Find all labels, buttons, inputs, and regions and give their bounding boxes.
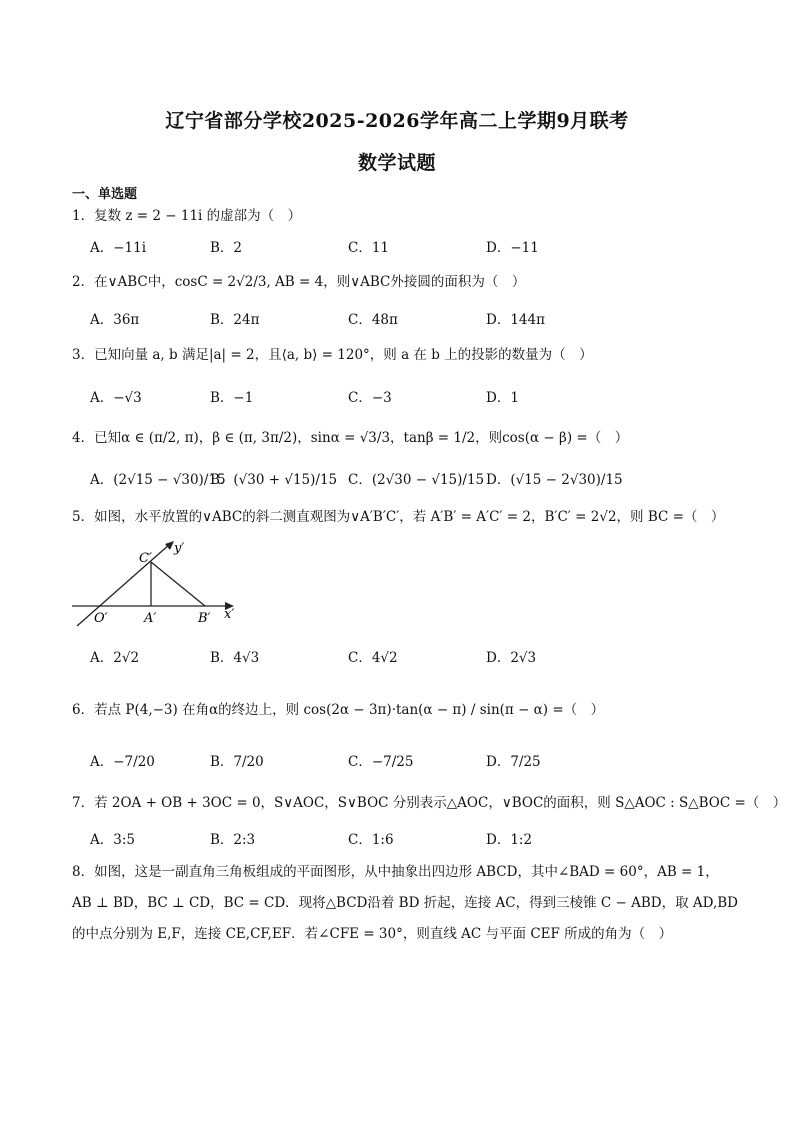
question-8-line-1: 8．如图，这是一副直角三角板组成的平面图形，从中抽象出四边形 ABCD，其中∠BAD = 60°，AB = 1，: [72, 864, 719, 880]
option-c: C．−7/25: [348, 754, 414, 770]
option-a: A．−√3: [90, 390, 142, 406]
label-c: C′: [139, 551, 152, 566]
option-c: C．(2√30 − √15)/15: [348, 472, 485, 488]
option-b: B．−1: [210, 390, 254, 406]
question-7-stem: 7．若 2OA + OB + 3OC = 0，S∨AOC，S∨BOC 分别表示△AOC，∨BOC的面积，则 S△AOC : S△BOC =（ ）: [72, 795, 787, 811]
question-6-stem: 6．若点 P(4,−3) 在角α的终边上，则 cos(2α − 3π)·tan(α − π) / sin(π − α) =（ ）: [72, 702, 605, 718]
question-8-line-3: 的中点分别为 E,F，连接 CE,CF,EF．若∠CFE = 30°，则直线 AC 与平面 CEF 所成的角为（ ）: [72, 926, 673, 942]
y-axis-arrow: [165, 541, 174, 550]
option-d: D．7/25: [486, 754, 541, 770]
option-d: D．−11: [486, 240, 539, 256]
option-b: B．2:3: [210, 832, 256, 848]
section-heading: 一、单选题: [72, 187, 138, 202]
option-d: D．1: [486, 390, 519, 406]
option-d: D．2√3: [486, 650, 537, 666]
option-c: C．−3: [348, 390, 392, 406]
option-a: A．−7/20: [90, 754, 155, 770]
option-a: A．2√2: [90, 650, 140, 666]
option-b: B．4√3: [210, 650, 260, 666]
oblique-projection-figure: [70, 538, 250, 630]
option-b: B．(√30 + √15)/15: [210, 472, 338, 488]
option-d: D．1:2: [486, 832, 533, 848]
option-c: C．48π: [348, 312, 398, 328]
option-b: B．7/20: [210, 754, 264, 770]
label-o: O′: [94, 611, 108, 626]
exam-title: 辽宁省部分学校2025-2026学年高二上学期9月联考: [165, 110, 629, 132]
option-a: A．(2√15 − √30)/15: [90, 472, 226, 488]
option-a: A．3:5: [90, 832, 135, 848]
option-a: A．36π: [90, 312, 140, 328]
question-8-line-2: AB ⊥ BD，BC ⊥ CD，BC = CD．现将△BCD沿着 BD 折起，连接 AC，得到三棱锥 C − ABD，取 AD,BD: [72, 895, 739, 911]
option-d: D．144π: [486, 312, 545, 328]
segment-c-b: [151, 562, 205, 606]
label-a: A′: [144, 611, 157, 626]
option-d: D．(√15 − 2√30)/15: [486, 472, 623, 488]
option-b: B．24π: [210, 312, 260, 328]
question-1-stem: 1．复数 z = 2 − 11i 的虚部为（ ）: [72, 208, 302, 224]
label-y: y′: [174, 541, 185, 556]
option-b: B．2: [210, 240, 243, 256]
question-3-stem: 3．已知向量 a, b 满足|a| = 2，且⟨a, b⟩ = 120°，则 a 在 b 上的投影的数量为（ ）: [72, 347, 593, 363]
question-4-stem: 4．已知α ∈ (π/2, π)，β ∈ (π, 3π/2)，sinα = √3/3，tanβ = 1/2，则cos(α − β) =（ ）: [72, 430, 629, 446]
question-2-stem: 2．在∨ABC中，cosC = 2√2/3, AB = 4，则∨ABC外接圆的面积为（ ）: [72, 274, 526, 290]
exam-subtitle: 数学试题: [357, 152, 436, 174]
option-c: C．4√2: [348, 650, 398, 666]
option-a: A．−11i: [90, 240, 147, 256]
label-b: B′: [198, 611, 211, 626]
option-c: C．11: [348, 240, 390, 256]
question-5-stem: 5．如图，水平放置的∨ABC的斜二测直观图为∨A′B′C′，若 A′B′ = A′C′ = 2，B′C′ = 2√2，则 BC =（ ）: [72, 509, 725, 525]
label-x: x′: [224, 607, 235, 622]
option-c: C．1:6: [348, 832, 394, 848]
